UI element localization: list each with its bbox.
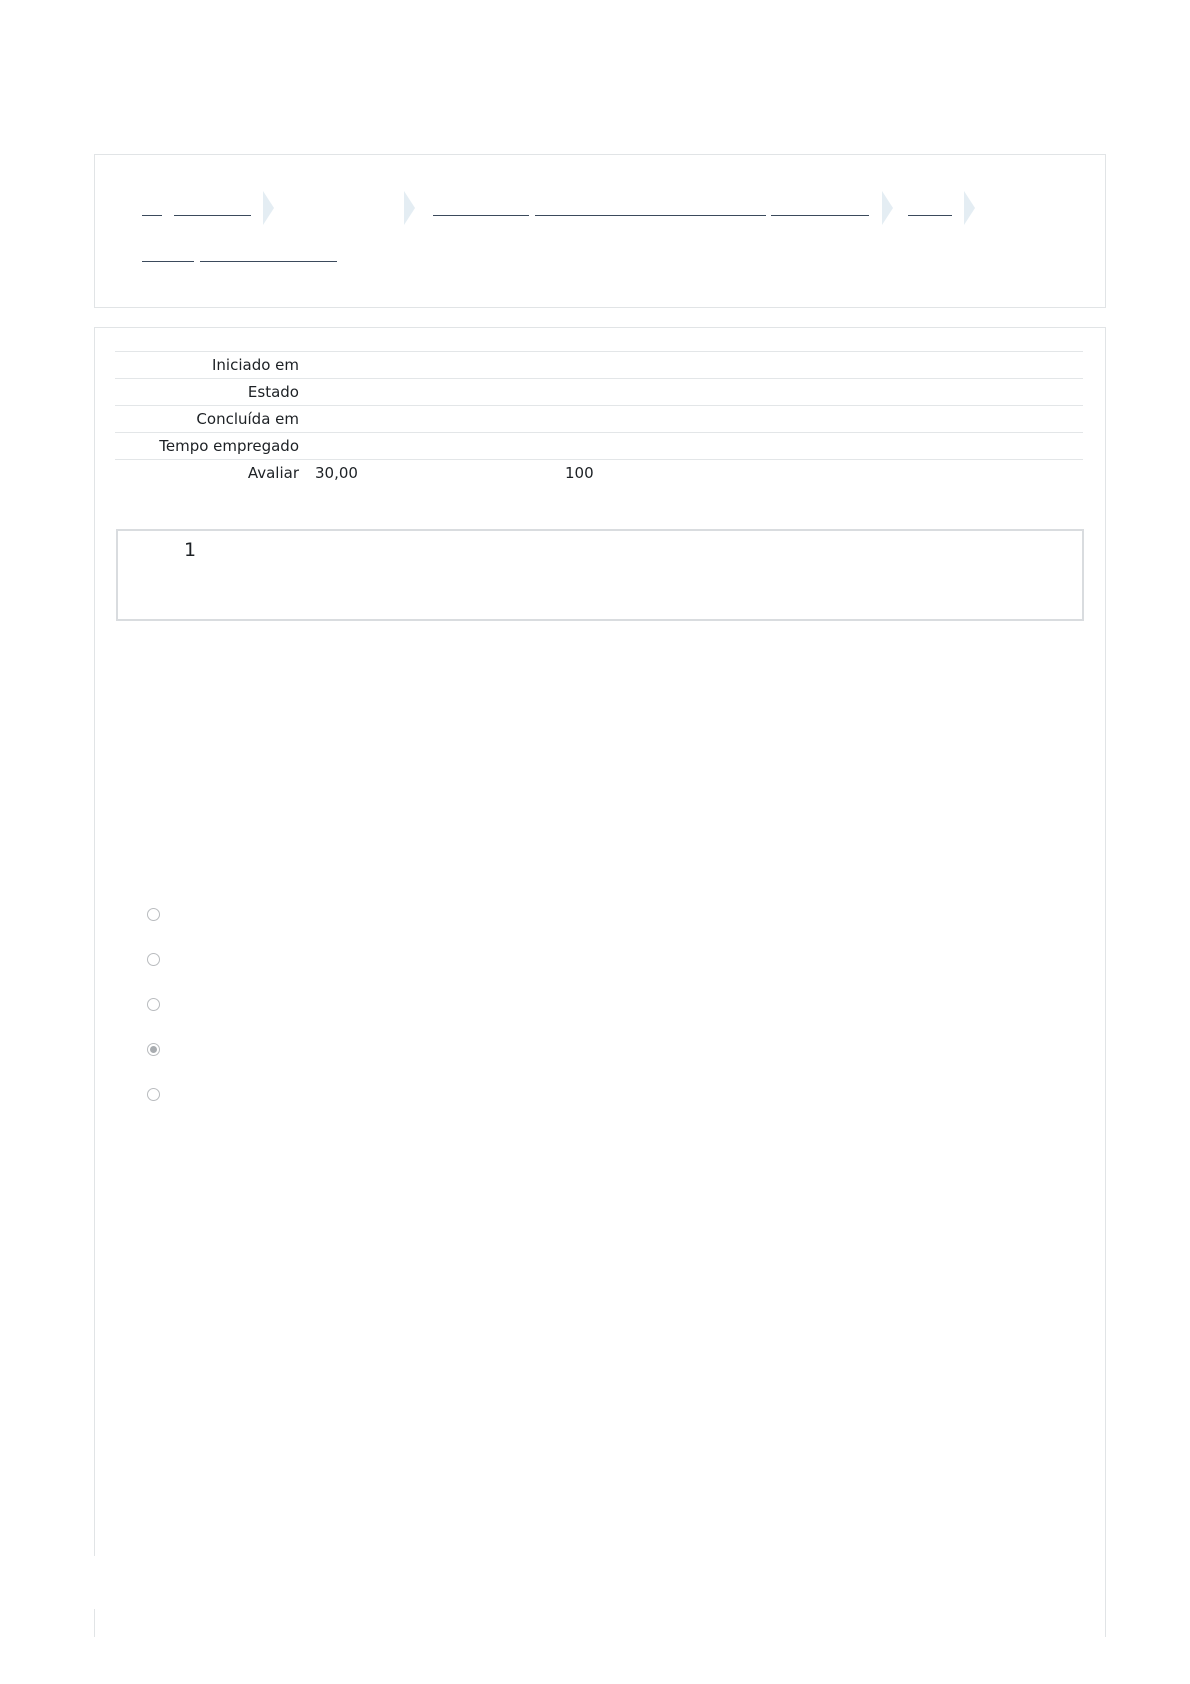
breadcrumb-separator-icon bbox=[964, 191, 975, 225]
summary-label: Iniciado em bbox=[211, 356, 299, 374]
answer-option-radio-selected[interactable] bbox=[147, 1043, 160, 1056]
grade-max: 100 bbox=[565, 464, 594, 482]
grade-value: 30,00 bbox=[315, 464, 358, 482]
summary-value bbox=[299, 406, 1083, 433]
breadcrumb-link-review[interactable] bbox=[200, 261, 337, 262]
breadcrumb-link-section[interactable] bbox=[908, 215, 952, 216]
summary-row-started bbox=[115, 352, 1083, 379]
breadcrumb-link-courses[interactable] bbox=[174, 215, 251, 216]
breadcrumb-link-home[interactable] bbox=[142, 215, 162, 216]
attempt-review-card bbox=[94, 327, 1106, 1637]
question-number: 1 bbox=[184, 539, 197, 561]
summary-row-grade bbox=[115, 460, 1083, 487]
summary-value bbox=[299, 352, 1083, 379]
breadcrumb-link-course-code[interactable] bbox=[771, 215, 869, 216]
summary-label: Avaliar bbox=[247, 464, 299, 482]
summary-label: Estado bbox=[247, 383, 299, 401]
summary-label: Concluída em bbox=[196, 410, 299, 428]
breadcrumb-separator-icon bbox=[263, 191, 274, 225]
summary-row-time-taken bbox=[115, 433, 1083, 460]
breadcrumb-link-course-title[interactable] bbox=[535, 215, 766, 216]
answer-option-radio[interactable] bbox=[147, 1088, 160, 1101]
summary-value bbox=[299, 433, 1083, 460]
summary-value bbox=[299, 379, 1083, 406]
breadcrumb-link-quiz[interactable] bbox=[142, 261, 194, 262]
question-info-box bbox=[116, 529, 1084, 621]
summary-row-state bbox=[115, 379, 1083, 406]
breadcrumb-separator-icon bbox=[404, 191, 415, 225]
breadcrumb-separator-icon bbox=[882, 191, 893, 225]
answer-option-radio[interactable] bbox=[147, 998, 160, 1011]
summary-row-completed bbox=[115, 406, 1083, 433]
summary-label: Tempo empregado bbox=[159, 437, 299, 455]
breadcrumb bbox=[94, 154, 1106, 308]
answer-option-radio[interactable] bbox=[147, 908, 160, 921]
answer-option-radio[interactable] bbox=[147, 953, 160, 966]
breadcrumb-link-course[interactable] bbox=[433, 215, 529, 216]
attempt-summary-table bbox=[115, 351, 1083, 486]
